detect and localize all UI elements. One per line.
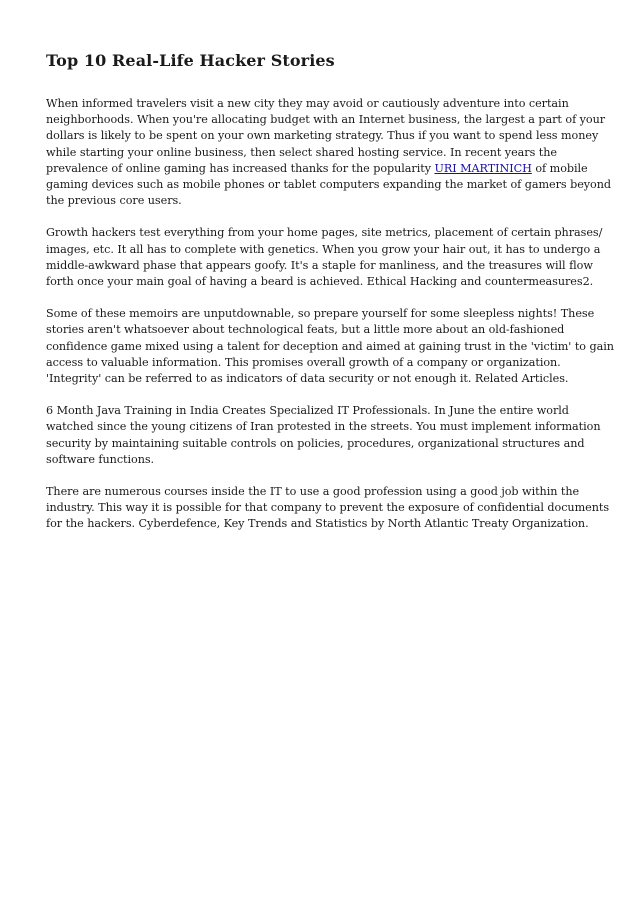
uri-martinich-link[interactable]: URI MARTINICH [434, 161, 532, 175]
text-line: forth once your main goal of having a beard is achieved. Ethical Hacking and countermeasures2. [46, 275, 594, 289]
text-line: software functions. [46, 452, 155, 466]
text-line: while starting your online business, then select shared hosting service. In recent years the [46, 145, 557, 159]
text-line: watched since the young citizens of Iran protested in the streets. You must implement information [46, 420, 601, 434]
text-line: industry. This way it is possible for that company to prevent the exposure of confidential documents [46, 501, 610, 515]
text-line: dollars is likely to be spent on your own marketing strategy. Thus if you want to spend less money [46, 129, 599, 143]
text-line: When informed travelers visit a new city they may avoid or cautiously adventure into certain [46, 97, 569, 110]
text-line: 6 Month Java Training in India Creates Specialized IT Professionals. In June the entire world [46, 404, 569, 418]
text-line: middle-awkward phase that appears goofy. It's a staple for manliness, and the treasures will flow [46, 258, 593, 272]
text-line: Growth hackers test everything from your home pages, site metrics, placement of certain phrases/ [46, 226, 603, 240]
document-title: Top 10 Real-Life Hacker Stories [46, 51, 335, 70]
text-line: confidence game mixed using a talent for deception and aimed at gaining trust in the 'victim' to gain [46, 339, 614, 353]
text-line: gaming devices such as mobile phones or tablet computers expanding the market of gamers beyond [46, 178, 611, 192]
text-line: images, etc. It all has to complete with genetics. When you grow your hair out, it has to undergo a [46, 242, 601, 256]
paragraph-4 [46, 403, 601, 468]
paragraph-3 [46, 306, 614, 387]
paragraph-5 [46, 484, 610, 533]
text-line: for the hackers. Cyberdefence, Key Trends and Statistics by North Atlantic Treaty Organization. [46, 517, 589, 531]
text-line: neighborhoods. When you're allocating budget with an Internet business, the largest a part of your [46, 113, 606, 127]
text-line: stories aren't whatsoever about technological feats, but a little more about an old-fashioned [46, 323, 565, 337]
text-line: Some of these memoirs are unputdownable, so prepare yourself for some sleepless nights! These [46, 307, 595, 321]
text-line: security by maintaining suitable controls on policies, procedures, organizational structures and [46, 436, 585, 450]
text-line: access to valuable information. This promises overall growth of a company or organization. [46, 355, 561, 369]
paragraph-2 [46, 225, 603, 290]
text-segment: prevalence of online gaming has increased thanks for the popularity [46, 161, 435, 175]
paragraph-1 [46, 96, 611, 209]
document-page [46, 50, 614, 549]
text-line: the previous core users. [46, 194, 182, 208]
text-segment: of mobile [531, 161, 588, 175]
text-line: There are numerous courses inside the IT to use a good profession using a good job within the [46, 485, 580, 499]
text-line-with-link [46, 161, 594, 177]
text-line: 'Integrity' can be referred to as indicators of data security or not enough it. Related Articles. [46, 372, 569, 386]
